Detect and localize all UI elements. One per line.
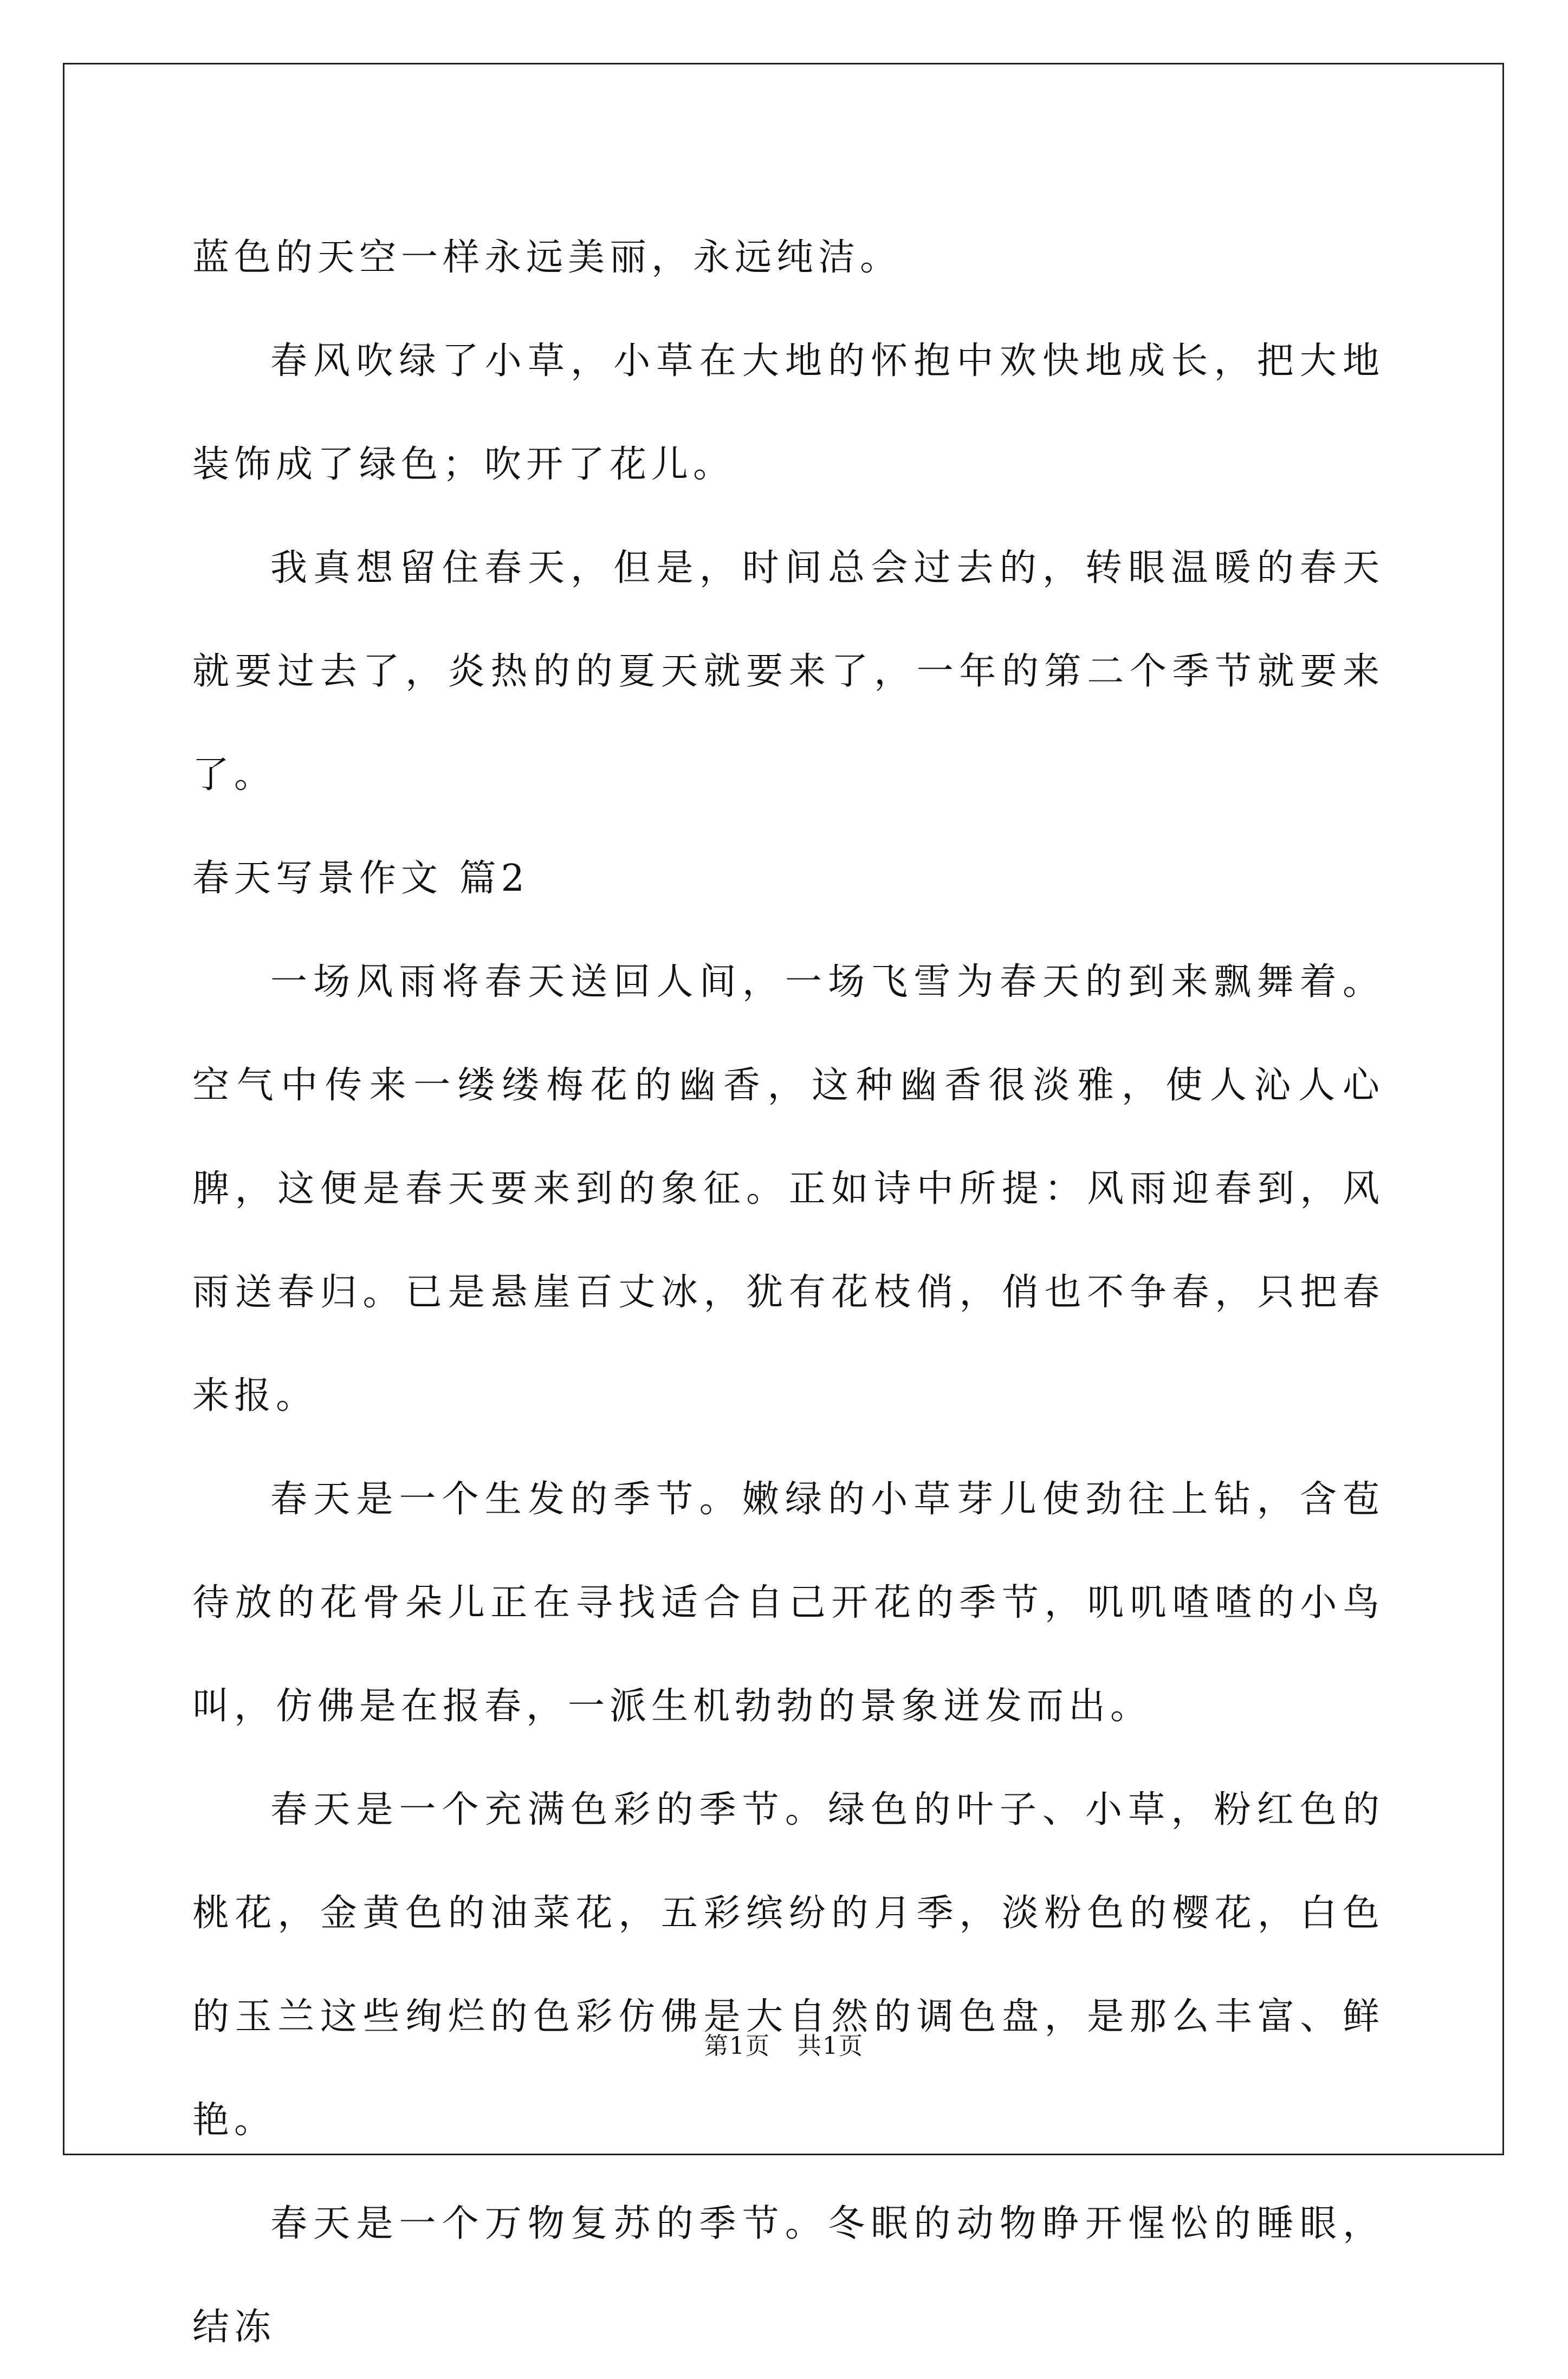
- total-pages-label: 共1页: [798, 2032, 864, 2060]
- paragraph: 蓝色的天空一样永远美丽，永远纯洁。: [192, 236, 902, 279]
- paragraph: 春天是一个万物复苏的季节。冬眠的动物睁开惺忪的睡眼，结冻: [192, 2202, 1384, 2349]
- page-footer: [0, 2026, 1568, 2061]
- section-heading: 春天写景作文 篇2: [192, 857, 529, 900]
- current-page-label: 第1页: [704, 2032, 770, 2060]
- paragraph: 一场风雨将春天送回人间，一场飞雪为春天的到来飘舞着。空气中传来一缕缕梅花的幽香，这种幽香很淡雅，使人沁人心脾，这便是春天要来到的象征。正如诗中所提：风雨迎春到，风雨送春归。已是悬崖百丈冰，犹有花枝俏，俏也不争春，只把春来报。: [192, 961, 1384, 1417]
- paragraph: 春天是一个生发的季节。嫩绿的小草芽儿使劲往上钻，含苞待放的花骨朵儿正在寻找适合自己开花的季节，叽叽喳喳的小鸟叫，仿佛是在报春，一派生机勃勃的景象迸发而出。: [192, 1478, 1384, 1728]
- paragraph: 春风吹绿了小草，小草在大地的怀抱中欢快地成长，把大地装饰成了绿色；吹开了花儿。: [192, 340, 1384, 486]
- paragraph: 我真想留住春天，但是，时间总会过去的，转眼温暖的春天就要过去了，炎热的的夏天就要来了，一年的第二个季节就要来了。: [192, 547, 1384, 796]
- paragraph: 春天是一个充满色彩的季节。绿色的叶子、小草，粉红色的桃花，金黄色的油菜花，五彩缤纷的月季，淡粉色的樱花，白色的玉兰这些绚烂的色彩仿佛是大自然的调色盘，是那么丰富、鲜艳。: [192, 1788, 1384, 2142]
